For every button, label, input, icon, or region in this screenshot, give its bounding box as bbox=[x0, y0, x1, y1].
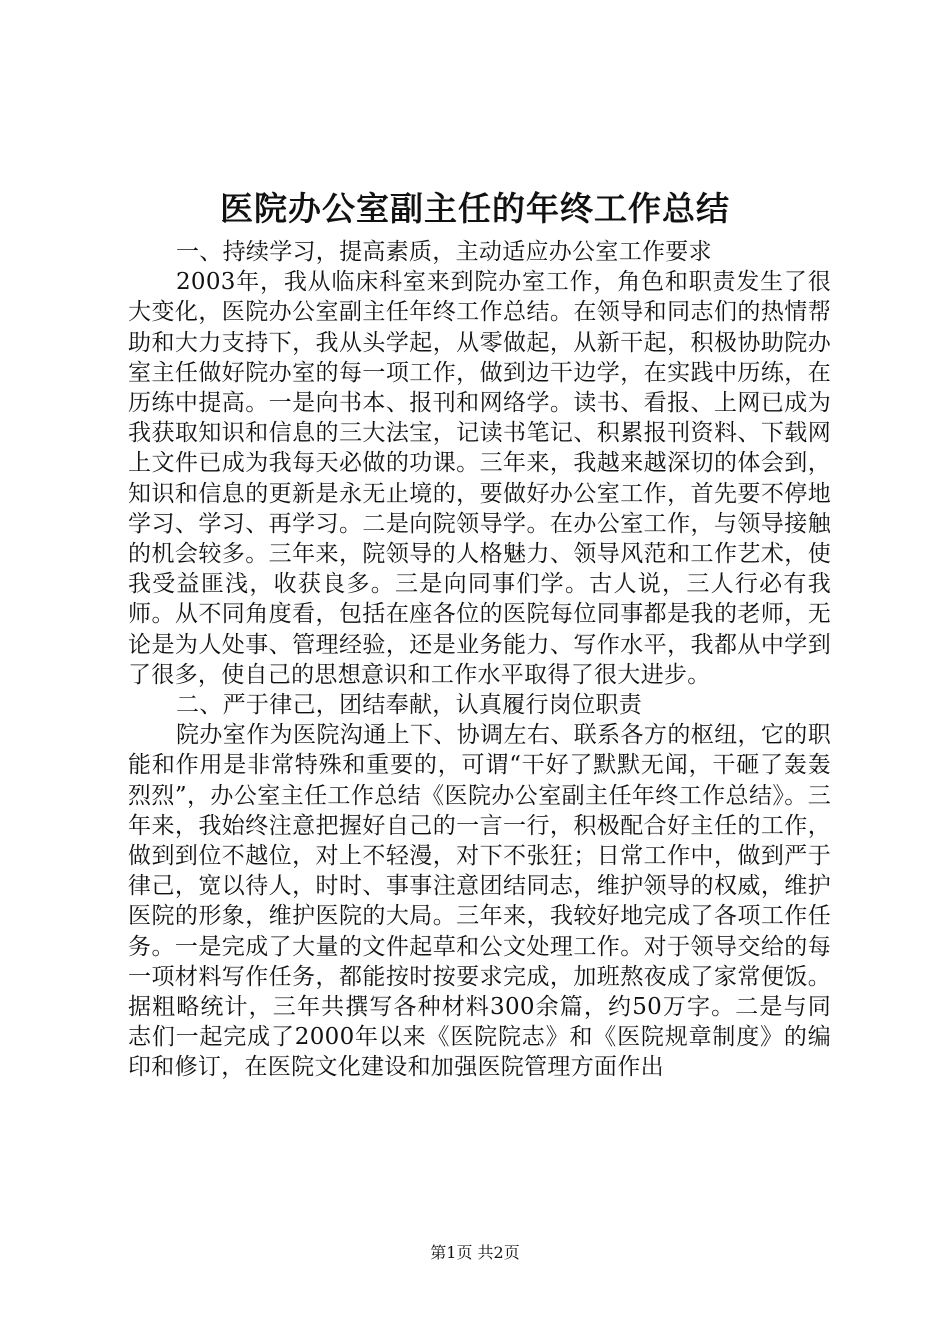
section-paragraph-1: 2003年，我从临床科室来到院办室工作，角色和职责发生了很大变化，医院办公室副主任年终工作总结。在领导和同志们的热情帮助和大力支持下，我从头学起，从零做起，从新干起，积极协助院办室主任做好院办室的每一项工作，做到边干边学，在实践中历练，在历练中提高。一是向书本、报刊和网络学。读书、看报、上网已成为我获取知识和信息的三大法宝，记读书笔记、积累报刊资料、下载网上文件已成为我每天必做的功课。三年来，我越来越深切的体会到，知识和信息的更新是永无止境的，要做好办公室工作，首先要不停地学习、学习、再学习。二是向院领导学。在办公室工作，与领导接触的机会较多。三年来，院领导的人格魅力、领导风范和工作艺术，使我受益匪浅，收获良多。三是向同事们学。古人说，三人行必有我师。从不同角度看，包括在座各位的医院每位同事都是我的老师，无论是为人处事、管理经验，还是业务能力、写作水平，我都从中学到了很多，使自己的思想意识和工作水平取得了很大进步。 bbox=[128, 269, 831, 688]
page-footer: 第1页 共2页 bbox=[430, 1243, 520, 1262]
section-heading-1: 一、持续学习，提高素质，主动适应办公室工作要求 bbox=[176, 239, 712, 265]
section-paragraph-2: 院办室作为医院沟通上下、协调左右、联系各方的枢纽，它的职能和作用是非常特殊和重要的，可谓“干好了默默无闻，干砸了轰轰烈烈”，办公室主任工作总结《医院办公室副主任年终工作总结》。三年来，我始终注意把握好自己的一言一行，积极配合好主任的工作，做到到位不越位，对上不轻漫，对下不张狂；日常工作中，做到严于律己，宽以待人，时时、事事注意团结同志，维护领导的权威，维护医院的形象，维护医院的大局。三年来，我较好地完成了各项工作任务。一是完成了大量的文件起草和公文处理工作。对于领导交给的每一项材料写作任务，都能按时按要求完成，加班熬夜成了家常便饭。据粗略统计，三年共撰写各种材料300余篇，约50万字。二是与同志们一起完成了2000年以来《医院院志》和《医院规章制度》的编印和修订，在医院文化建设和加强医院管理方面作出 bbox=[128, 722, 831, 1081]
document-body bbox=[128, 237, 831, 1083]
section-heading-2: 二、严于律己，团结奉献，认真履行岗位职责 bbox=[176, 692, 642, 719]
document-title: 医院办公室副主任的年终工作总结 bbox=[220, 189, 730, 228]
